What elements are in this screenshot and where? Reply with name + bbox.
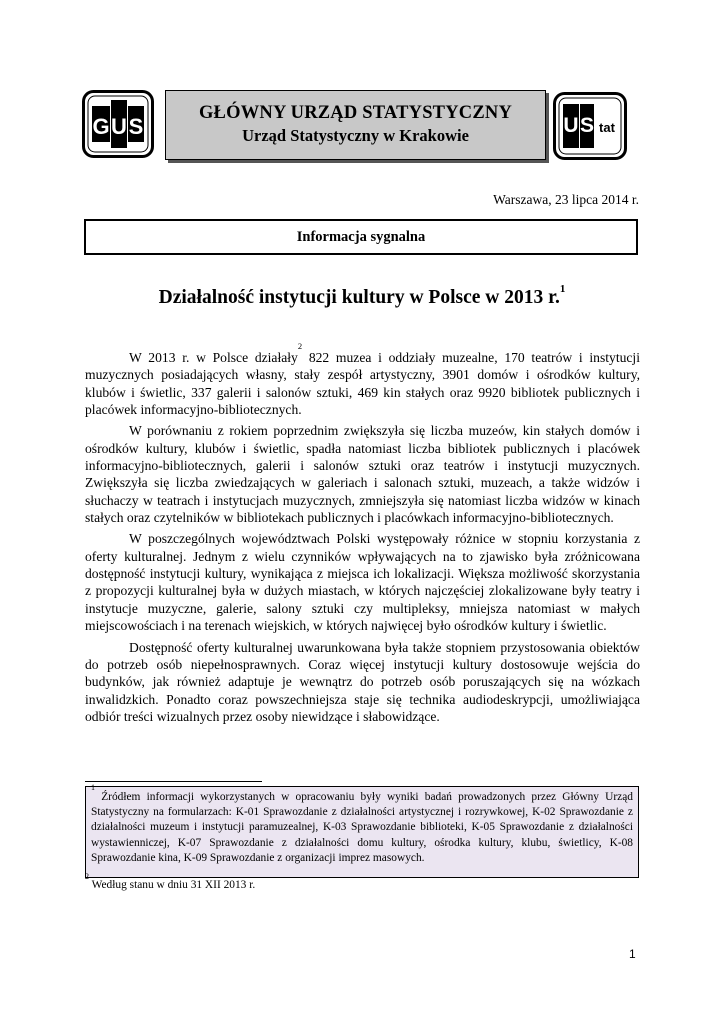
office-subname: Urząd Statystyczny w Krakowie — [242, 126, 469, 145]
svg-text:tat: tat — [599, 120, 615, 135]
svg-text:U: U — [563, 114, 579, 137]
footnote-separator — [85, 781, 262, 782]
office-name: GŁÓWNY URZĄD STATYSTYCZNY — [198, 103, 513, 123]
footnote-2-number: 2 — [85, 872, 89, 881]
document-body — [85, 341, 640, 729]
paragraph-3: W poszczególnych województwach Polski występowały różnice w stopniu korzystania z oferty kulturalnej. Jednym z wielu czynników wpływających na to zjawisko była zróżnicowana dostępność instytucji kultury, wynikająca z miejsca ich lokalizacji. Większa możliwość skorzystania z propozycji kulturalnej była w dużych miastach, w których najczęściej zlokalizowane były teatry i instytucje muzyczne, galerie, salony sztuki czy multipleksy, mniejsza natomiast w małych miejscowościach i na terenach wiejskich, w których najwięcej było ośrodków kultury i świetlic. — [85, 531, 640, 634]
footnote-1-text: Źródłem informacji wykorzystanych w opracowaniu były wyniki badań prowadzonych przez Główny Urząd Statystyczny na formularzach: K-01 Sprawozdanie z działalności artystycznej i rozrywkowej, K-02 Sprawozdanie z działalności muzeum i instytucji paramuzealnej, K-03 Sprawozdanie biblioteki, K-05 Sprawozdanie z działalności wystawienniczej, K-07 Sprawozdanie z działalności domu kultury, ośrodka kultury, klubu, świetlicy, K-08 Sprawozdanie kina, K-09 Sprawozdanie z organizacji imprez masowych. — [91, 791, 633, 864]
svg-text:G: G — [92, 114, 110, 139]
document-date: Warszawa, 23 lipca 2014 r. — [493, 192, 639, 207]
paragraph-1 — [85, 341, 640, 418]
page-number: 1 — [629, 947, 636, 961]
footnote-1 — [85, 783, 639, 878]
svg-text:S: S — [128, 114, 144, 139]
footnote-2-text: Według stanu w dniu 31 XII 2013 r. — [89, 879, 256, 891]
paragraph-2: W porównaniu z rokiem poprzednim zwiększyła się liczba muzeów, kin stałych domów i ośrodków kultury, klubów i świetlic, spadła natomiast liczba bibliotek publicznych i placówek informacyjno-bibliotecznych, galerii i salonów sztuki oraz teatrów i instytucji muzycznych. Zwiększyła się liczba zwiedzających w galeriach i salonach sztuki, muzeach, a także widzów i słuchaczy w teatrach i instytucjach muzycznych, zmniejszyła się natomiast liczba widzów w kinach stałych oraz czytelników w bibliotekach publicznych i placówkach informacyjno-bibliotecznych. — [85, 423, 640, 526]
paragraph-4: Dostępność oferty kulturalnej uwarunkowana była także stopniem przystosowania obiektów do potrzeb osób niepełnosprawnych. Coraz więcej instytucji kultury dostosowuje wejścia do budynków, jak również adaptuje je wewnątrz do potrzeb osób poruszających się na wózkach inwalidzkich. Ponadto coraz powszechniejsza staje się technika audiodeskrypcji, umożliwiająca odbiór treści wizualnych przez osoby niewidzące i słabowidzące. — [85, 639, 640, 724]
title-text: Działalność instytucji kultury w Polsce w 2013 r. — [158, 287, 560, 308]
footnote-1-number: 1 — [91, 783, 95, 792]
footnote-2 — [85, 872, 256, 891]
ustat-logo — [553, 92, 627, 160]
info-label-box — [84, 219, 638, 255]
info-label: Informacja sygnalna — [296, 229, 426, 245]
svg-text:U: U — [111, 114, 127, 139]
header-box — [165, 90, 546, 160]
title-footnote-ref[interactable]: 1 — [559, 283, 566, 295]
paragraph-1-start: W 2013 r. w Polsce działały — [129, 350, 298, 365]
svg-text:S: S — [579, 114, 595, 137]
document-title — [84, 283, 640, 309]
paragraph-1-rest: 822 muzea i oddziały muzealne, 170 teatrów i instytucji muzycznych posiadających własny, stały zespół artystyczny, 3901 domów i ośrodków kultury, klubów i świetlic, 337 galerii i salonów sztuki, 469 kin stałych oraz 9920 bibliotek publicznych i placówek informacyjno-bibliotecznych. — [85, 350, 640, 418]
footnote-ref-2[interactable]: 2 — [297, 341, 303, 351]
gus-logo — [82, 90, 154, 158]
